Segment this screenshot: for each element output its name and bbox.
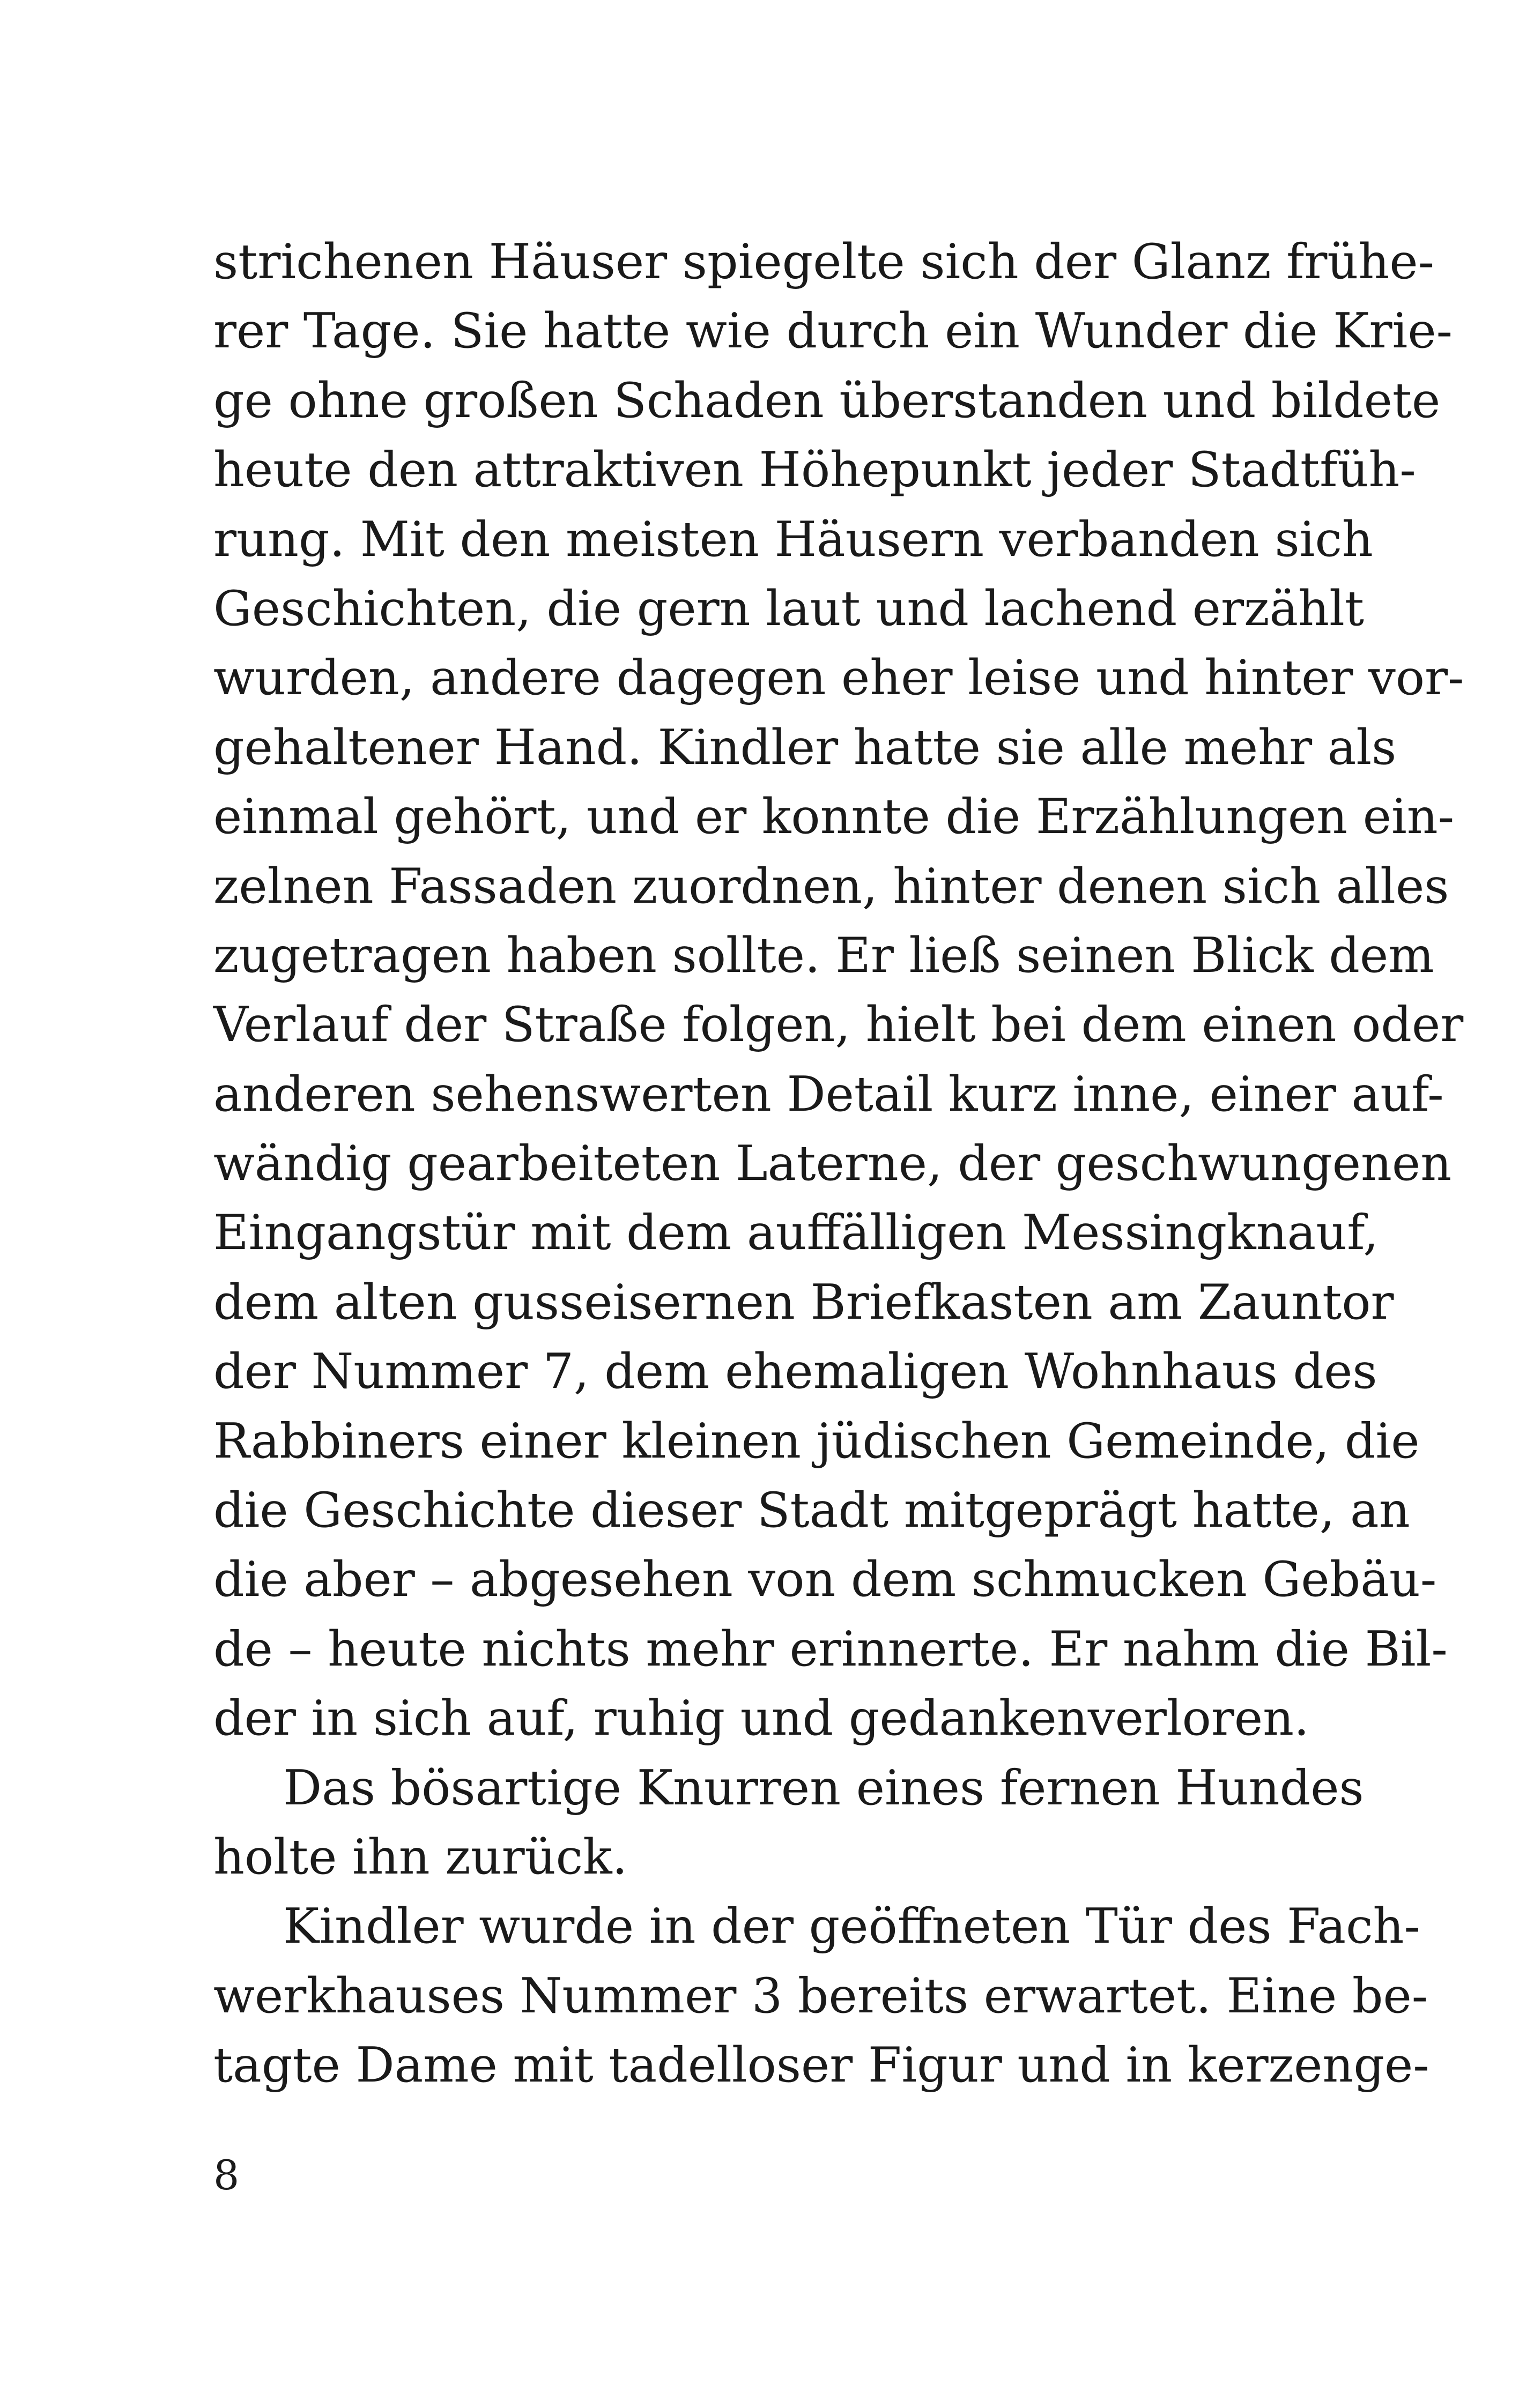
- text-line: wändig gearbeiteten Laterne, der geschwungenen: [213, 1135, 1452, 1192]
- text-line: rer Tage. Sie hatte wie durch ein Wunder die Krie-: [213, 303, 1453, 360]
- text-line: Verlauf der Straße folgen, hielt bei dem einen oder: [213, 997, 1464, 1053]
- text-line: zelnen Fassaden zuordnen, hinter denen sich alles: [213, 858, 1449, 915]
- text-line: wurden, andere dagegen eher leise und hinter vor-: [213, 650, 1464, 707]
- text-line: einmal gehört, und er konnte die Erzählungen ein-: [213, 789, 1455, 845]
- text-line: Geschichten, die gern laut und lachend erzählt: [213, 580, 1365, 637]
- text-line: Kindler wurde in der geöffneten Tür des Fach-: [283, 1898, 1420, 1955]
- text-line: tagte Dame mit tadelloser Figur und in kerzenge-: [213, 2037, 1429, 2094]
- text-line: der Nummer 7, dem ehemaligen Wohnhaus des: [213, 1343, 1377, 1400]
- text-line: dem alten gusseisernen Briefkasten am Zauntor: [213, 1274, 1394, 1331]
- text-line: heute den attraktiven Höhepunkt jeder Stadtfüh-: [213, 442, 1416, 499]
- text-line: anderen sehenswerten Detail kurz inne, einer auf-: [213, 1066, 1444, 1123]
- text-line: die Geschichte dieser Stadt mitgeprägt hatte, an: [213, 1482, 1410, 1539]
- text-line: Eingangstür mit dem auffälligen Messingknauf,: [213, 1205, 1379, 1261]
- text-line: Rabbiners einer kleinen jüdischen Gemeinde, die: [213, 1413, 1420, 1469]
- text-line: strichenen Häuser spiegelte sich der Glanz frühe-: [213, 234, 1435, 290]
- text-line: ge ohne großen Schaden überstanden und bildete: [213, 372, 1441, 429]
- text-line: die aber – abgesehen von dem schmucken Gebäu-: [213, 1551, 1437, 1608]
- text-line: zugetragen haben sollte. Er ließ seinen Blick dem: [213, 927, 1434, 984]
- body-text: [213, 227, 1464, 2100]
- text-line: de – heute nichts mehr erinnerte. Er nahm die Bil-: [213, 1621, 1448, 1677]
- text-line: Das bösartige Knurren eines fernen Hundes: [283, 1759, 1364, 1816]
- text-line: rung. Mit den meisten Häusern verbanden sich: [213, 511, 1373, 568]
- text-line: werkhauses Nummer 3 bereits erwartet. Eine be-: [213, 1967, 1428, 2024]
- page-number: 8: [213, 2151, 240, 2199]
- text-line: gehaltener Hand. Kindler hatte sie alle mehr als: [213, 719, 1397, 776]
- text-line: holte ihn zurück.: [213, 1829, 628, 1885]
- text-line: der in sich auf, ruhig und gedankenverloren.: [213, 1690, 1309, 1747]
